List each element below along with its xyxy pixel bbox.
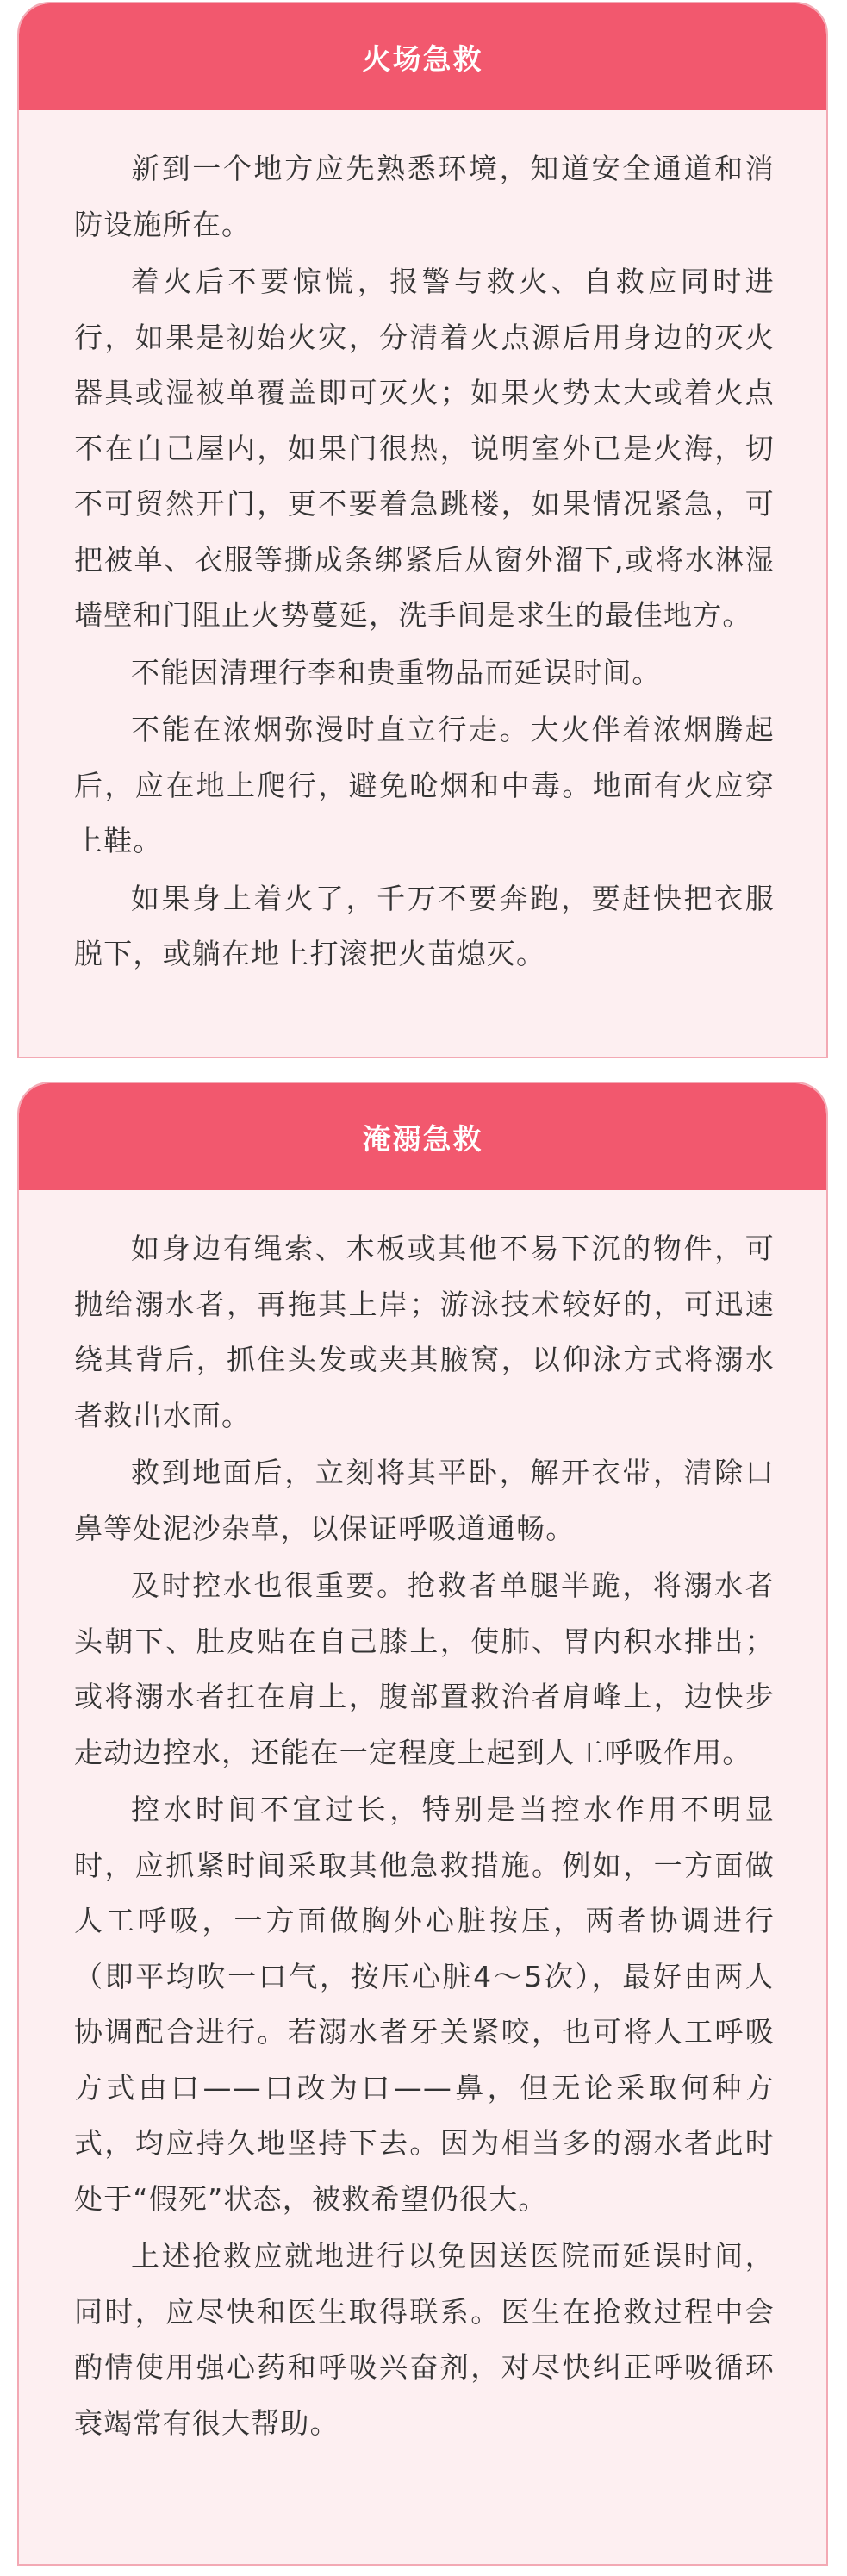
paragraph: 不能因清理行李和贵重物品而延误时间。 bbox=[131, 655, 662, 689]
paragraph: 如身边有绳索、木板或其他不易下沉的物件，可抛给溺水者，再拖其上岸；游泳技术较好的，可迅速绕其背后，抓住头发或夹其腋窝，以仰泳方式将溺水者救出水面。 bbox=[74, 1232, 775, 1432]
paragraph: 新到一个地方应先熟悉环境，知道安全通道和消防设施所在。 bbox=[74, 152, 775, 241]
paragraph: 不能在浓烟弥漫时直立行走。大火伴着浓烟腾起后，应在地上爬行，避免呛烟和中毒。地面有火应穿上鞋。 bbox=[74, 713, 775, 858]
section-title: 火场急救 bbox=[19, 3, 826, 110]
section-body bbox=[19, 110, 826, 1010]
drowning-first-aid-card bbox=[17, 1082, 828, 2566]
paragraph: 如果身上着火了，千万不要奔跑，要赶快把衣服脱下，或躺在地上打滚把火苗熄灭。 bbox=[74, 881, 775, 970]
paragraph: 及时控水也很重要。抢救者单腿半跪，将溺水者头朝下、肚皮贴在自己膝上，使肺、胃内积水排出；或将溺水者扛在肩上，腹部置救治者肩峰上，边快步走动边控水，还能在一定程度上起到人工呼吸作用。 bbox=[74, 1569, 775, 1769]
section-title: 淹溺急救 bbox=[19, 1083, 826, 1190]
paragraph: 着火后不要惊慌，报警与救火、自救应同时进行，如果是初始火灾，分清着火点源后用身边的灭火器具或湿被单覆盖即可灭火；如果火势太大或着火点不在自己屋内，如果门很热，说明室外已是火海，切不可贸然开门，更不要着急跳楼，如果情况紧急，可把被单、衣服等撕成条绑紧后从窗外溜下,或将水淋湿墙壁和门阻止火势蔓延，洗手间是求生的最佳地方。 bbox=[74, 265, 775, 632]
paragraph: 救到地面后，立刻将其平卧，解开衣带，清除口鼻等处泥沙杂草，以保证呼吸道通畅。 bbox=[74, 1456, 775, 1545]
fire-first-aid-card bbox=[17, 2, 828, 1058]
paragraph: 控水时间不宜过长，特别是当控水作用不明显时，应抓紧时间采取其他急救措施。例如，一方面做人工呼吸，一方面做胸外心脏按压，两者协调进行（即平均吹一口气，按压心脏4～5次），最好由两人协调配合进行。若溺水者牙关紧咬，也可将人工呼吸方式由口——口改为口——鼻，但无论采取何种方式，均应持久地坚持下去。因为相当多的溺水者此时处于“假死”状态，被救希望仍很大。 bbox=[74, 1793, 775, 2216]
paragraph: 上述抢救应就地进行以免因送医院而延误时间，同时，应尽快和医生取得联系。医生在抢救过程中会酌情使用强心药和呼吸兴奋剂，对尽快纠正呼吸循环衰竭常有很大帮助。 bbox=[74, 2239, 775, 2440]
section-body bbox=[19, 1190, 826, 2479]
